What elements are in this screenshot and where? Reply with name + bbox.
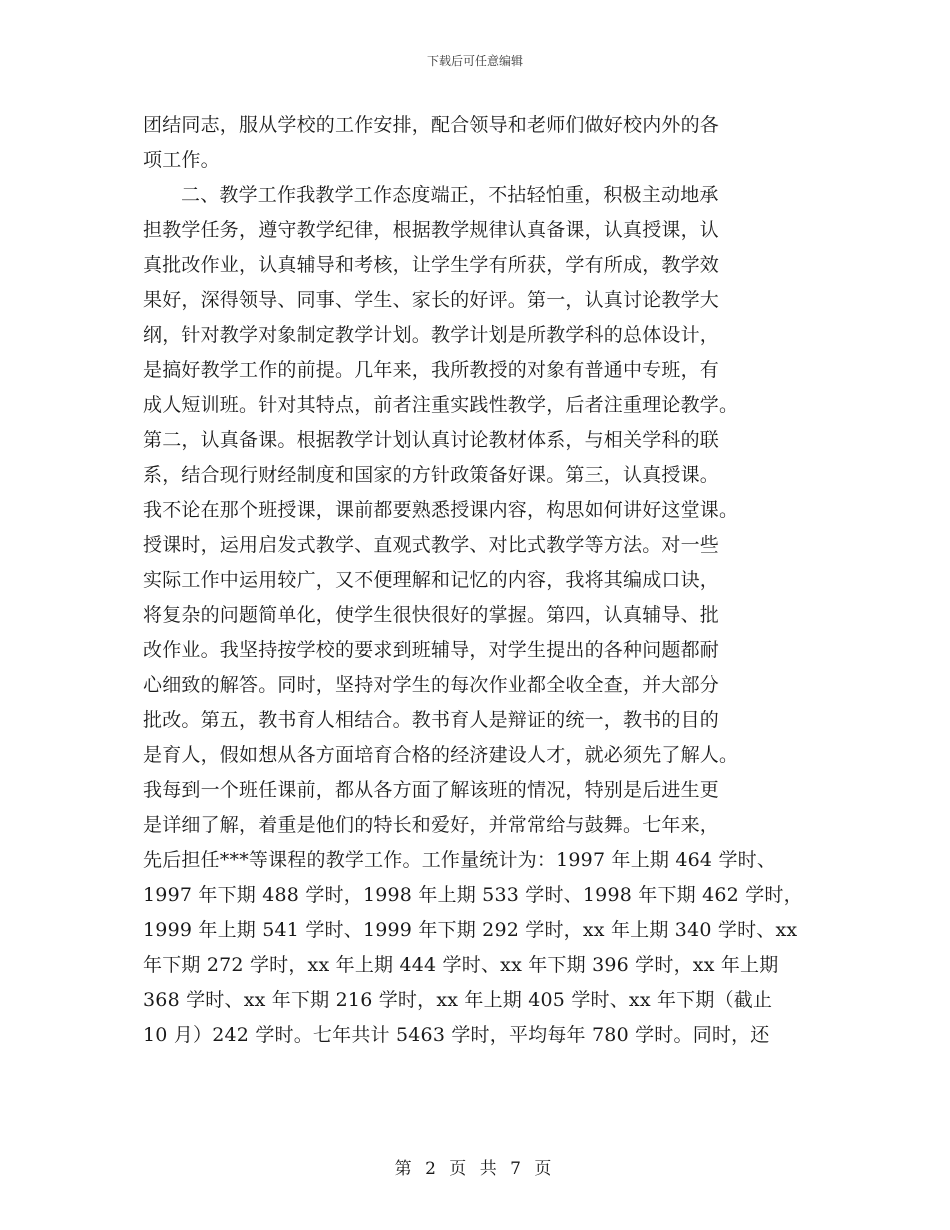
page-footer: 第 2 页 共 7 页	[394, 1159, 556, 1179]
text-line: 心细致的解答。同时，坚持对学生的每次作业都全收全查，并大部分	[143, 674, 720, 696]
text-line: 批改。第五，教书育人相结合。教书育人是辩证的统一，教书的目的	[143, 709, 720, 731]
text-line: 纲，针对教学对象制定教学计划。教学计划是所教学科的总体设计，	[143, 324, 720, 346]
text-line: 成人短训班。针对其特点，前者注重实践性教学，后者注重理论教学。	[143, 394, 739, 416]
text-line: 团结同志，服从学校的工作安排，配合领导和老师们做好校内外的各	[143, 114, 720, 136]
text-line: 第二，认真备课。根据教学计划认真讨论教材体系，与相关学科的联	[143, 429, 720, 451]
text-line: 系，结合现行财经制度和国家的方针政策备好课。第三，认真授课。	[143, 464, 720, 486]
text-line: 项工作。	[143, 149, 220, 171]
text-line: 果好，深得领导、同事、学生、家长的好评。第一，认真讨论教学大	[143, 289, 720, 311]
text-line: 368 学时、xx 年下期 216 学时，xx 年上期 405 学时、xx 年下期（截止	[143, 989, 773, 1011]
text-line: 1999 年上期 541 学时、1999 年下期 292 学时，xx 年上期 340 学时、xx	[143, 919, 798, 941]
page-header: 下载后可任意编辑	[426, 54, 523, 68]
text-line: 将复杂的问题简单化，使学生很快很好的掌握。第四，认真辅导、批	[143, 604, 720, 626]
text-line: 1997 年下期 488 学时，1998 年上期 533 学时、1998 年下期 462 学时，	[143, 884, 803, 906]
text-line: 年下期 272 学时，xx 年上期 444 学时、xx 年下期 396 学时，xx 年上期	[143, 954, 779, 976]
text-line: 二、教学工作我教学工作态度端正，不拈轻怕重，积极主动地承	[181, 184, 719, 206]
text-line: 我每到一个班任课前，都从各方面了解该班的情况，特别是后进生更	[143, 779, 720, 801]
text-line: 真批改作业，认真辅导和考核，让学生学有所获，学有所成，教学效	[143, 254, 720, 276]
text-line: 担教学任务，遵守教学纪律，根据教学规律认真备课，认真授课，认	[143, 219, 720, 241]
text-line: 是育人，假如想从各方面培育合格的经济建设人才，就必须先了解人。	[143, 744, 739, 766]
document-body	[143, 108, 813, 1053]
text-line: 先后担任***等课程的教学工作。工作量统计为：1997 年上期 464 学时、	[143, 849, 777, 871]
text-line: 授课时，运用启发式教学、直观式教学、对比式教学等方法。对一些	[143, 534, 720, 556]
text-line: 改作业。我坚持按学校的要求到班辅导，对学生提出的各种问题都耐	[143, 639, 720, 661]
text-line: 是搞好教学工作的前提。几年来，我所教授的对象有普通中专班，有	[143, 359, 720, 381]
text-line: 实际工作中运用较广，又不便理解和记忆的内容，我将其编成口诀，	[143, 569, 720, 591]
text-line: 我不论在那个班授课，课前都要熟悉授课内容，构思如何讲好这堂课。	[143, 499, 739, 521]
text-line: 10 月）242 学时。七年共计 5463 学时，平均每年 780 学时。同时，还	[143, 1024, 770, 1046]
text-line: 是详细了解，着重是他们的特长和爱好，并常常给与鼓舞。七年来，	[143, 814, 720, 836]
